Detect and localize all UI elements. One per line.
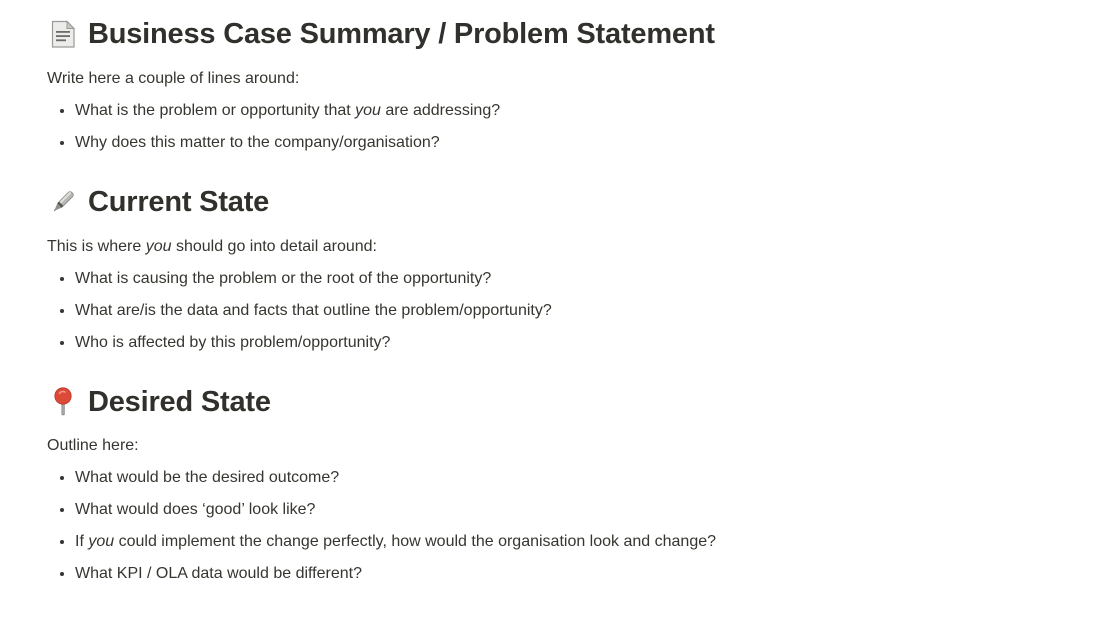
section-title: Current State (88, 185, 270, 218)
bullet-item: • What KPI / OLA data would be different? (75, 562, 1065, 586)
bullet-item: • What would does ‘good’ look like? (75, 498, 1065, 522)
bullet-item: • What are/is the data and facts that outline the problem/opportunity? (75, 299, 1065, 323)
section-title: Desired State (88, 385, 271, 418)
section-heading (47, 185, 1065, 220)
section-intro: Outline here: (47, 437, 139, 455)
bullet-list (47, 267, 1065, 355)
bullet-item: • What would be the desired outcome? (75, 466, 1065, 490)
section-current-state (47, 185, 1065, 355)
bullet-item: • Who is affected by this problem/opportunity? (75, 331, 1065, 355)
bullet-item: • Why does this matter to the company/organisation? (75, 131, 1065, 155)
bullet-item: • If you could implement the change perfectly, how would the organisation look and change? (75, 530, 1065, 554)
bullet-list (47, 99, 1065, 155)
bullet-item: • What is causing the problem or the root of the opportunity? (75, 267, 1065, 291)
bullet-item: • What is the problem or opportunity that you are addressing? (75, 99, 1065, 123)
round-pushpin-icon (47, 386, 79, 418)
section-intro: Write here a couple of lines around: (47, 69, 300, 87)
pen-icon (47, 186, 79, 218)
section-heading (47, 17, 1065, 52)
section-intro: This is where you should go into detail around: (47, 237, 377, 255)
bullet-list (47, 466, 1065, 586)
section-title: Business Case Summary / Problem Statement (88, 18, 715, 50)
section-desired-state (47, 385, 1065, 587)
section-business-case-summary (47, 17, 1065, 155)
page-facing-up-icon (47, 18, 79, 50)
section-heading (47, 385, 1065, 420)
